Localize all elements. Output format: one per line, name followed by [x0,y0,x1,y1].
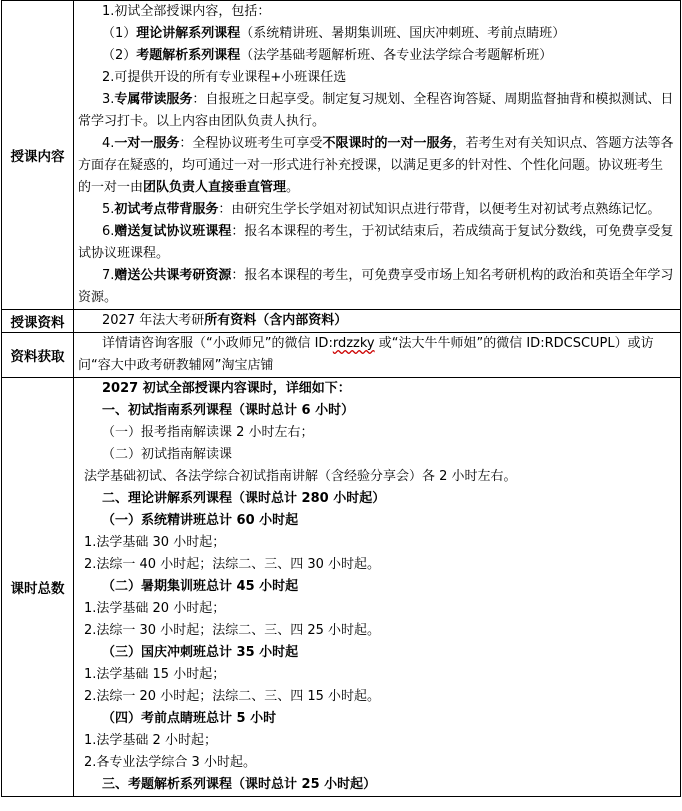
content-line: （1）理论讲解系列课程（系统精讲班、暑期集训班、国庆冲刺班、考前点睛班） [102,26,566,41]
hours-line: 1.法学基础 20 小时起； [84,601,226,616]
hours-line: （二）初试指南解读课 [102,447,233,462]
label-course-content: 授课内容 [2,1,74,310]
hours-line: 2027 初试全部授课内容课时，详细如下： [102,381,351,396]
total-hours-cell [74,378,681,797]
content-line: （2）考题解析系列课程（法学基础考题解析班、各专业法学综合考题解析班） [102,48,553,63]
materials-line: 2027 年法大考研所有资料（含内部资料） [102,313,348,328]
hours-line: 2.法综一 20 小时起；法综二、三、四 15 小时起。 [84,689,381,704]
hours-line: 1.法学基础 15 小时起； [84,667,226,682]
hours-line: 2.各专业法学综合 3 小时起。 [84,755,256,770]
content-line: 1.初试全部授课内容，包括： [102,4,271,19]
hours-line: （四）考前点睛班总计 5 小时 [102,711,277,726]
content-paragraph: 5.初试考点带背服务：由研究生学长学姐对初试知识点进行带背，以便考生对初试考点熟练记忆。 [102,202,661,217]
content-paragraph: 6.赠送复试协议班课程：报名本课程的考生，于初试结束后，若成绩高于复试分数线，可免费享受复试协议班课程。 [78,224,674,261]
course-materials-cell [74,310,681,333]
hours-line: 三、考题解析系列课程（课时总计 25 小时起） [102,777,377,792]
hours-line: 2.法综一 30 小时起；法综二、三、四 25 小时起。 [84,623,381,638]
hours-line: 2.法综一 40 小时起；法综二、三、四 30 小时起。 [84,557,381,572]
course-content-cell [74,1,681,310]
hours-line: （一）系统精讲班总计 60 小时起 [102,513,299,528]
row-material-access [2,333,681,378]
hours-line: 一、初试指南系列课程（课时总计 6 小时） [102,403,355,418]
label-course-materials: 授课资料 [2,310,74,333]
hours-line: （三）国庆冲刺班总计 35 小时起 [102,645,299,660]
hours-line: （二）暑期集训班总计 45 小时起 [102,579,299,594]
hours-line: 法学基础初试、各法学综合初试指南讲解（含经验分享会）各 2 小时左右。 [84,469,517,484]
label-material-access: 资料获取 [2,333,74,378]
content-line: 2.可提供开设的所有专业课程+小班课任选 [102,70,347,85]
hours-line: 二、理论讲解系列课程（课时总计 280 小时起） [102,491,386,506]
hours-line: 1.法学基础 30 小时起； [84,535,226,550]
access-paragraph: 详情请咨询客服（“小政师兄”的微信 ID:rdzzky 或“法大牛牛师姐”的微信 ID:RDCSCUPL）或访问“容大中政考研教辅网”淘宝店铺 [78,336,654,373]
wechat-id: rdzzky [332,336,375,351]
label-total-hours: 课时总数 [2,378,74,797]
material-access-cell [74,333,681,378]
row-course-content [2,1,681,310]
row-total-hours [2,378,681,797]
course-table [1,0,681,797]
hours-line: （一）报考指南解读课 2 小时左右； [102,425,314,440]
content-paragraph: 4.一对一服务：全程协议班考生可享受不限课时的一对一服务，若考生对有关知识点、答题方法等各方面存在疑惑的，均可通过一对一形式进行补充授课，以满足更多的针对性、个性化问题。协议班考生的一对一由团队负责人直接垂直管理。 [78,136,674,195]
content-paragraph: 3.专属带读服务：自报班之日起享受。制定复习规划、全程咨询答疑、周期监督抽背和模拟测试、日常学习打卡。以上内容由团队负责人执行。 [78,92,674,129]
content-paragraph: 7.赠送公共课考研资源：报名本课程的考生，可免费享受市场上知名考研机构的政治和英语全年学习资源。 [78,268,674,305]
hours-line: 1.法学基础 2 小时起； [84,733,217,748]
row-course-materials [2,310,681,333]
